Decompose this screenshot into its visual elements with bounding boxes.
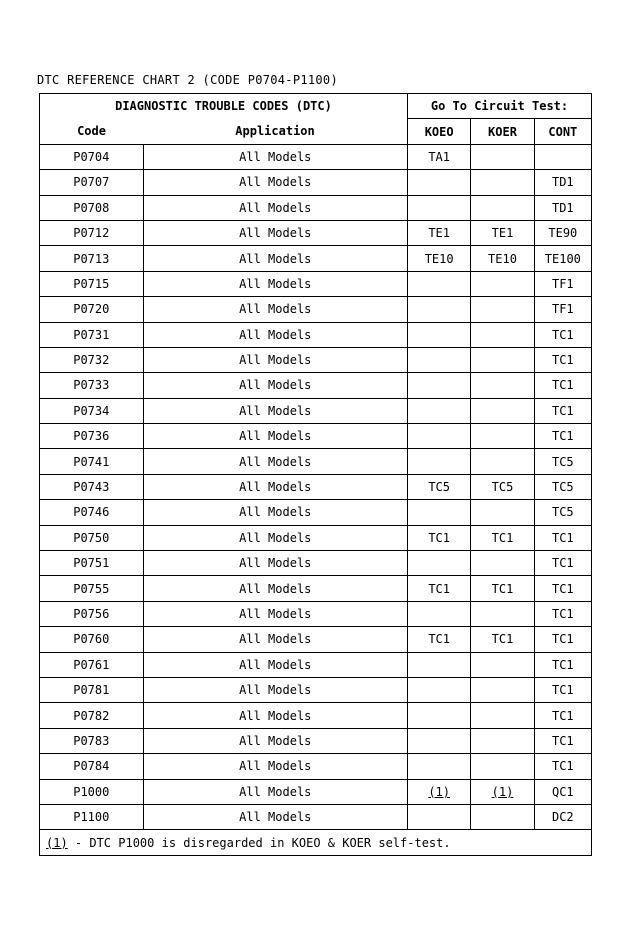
cell-koeo xyxy=(407,804,470,829)
cell-code: P0731 xyxy=(40,322,144,347)
cell-koeo xyxy=(407,652,470,677)
cell-cont: TC1 xyxy=(534,322,591,347)
cell-code: P0741 xyxy=(40,449,144,474)
cell-koeo xyxy=(407,703,470,728)
cell-code: P0750 xyxy=(40,525,144,550)
cell-code: P0708 xyxy=(40,195,144,220)
cell-koeo: TC1 xyxy=(407,525,470,550)
cell-koer xyxy=(471,373,534,398)
cell-cont: TC1 xyxy=(534,652,591,677)
cell-koeo: TA1 xyxy=(407,144,470,169)
cell-koer: TE10 xyxy=(471,246,534,271)
cell-koeo xyxy=(407,551,470,576)
cell-koer xyxy=(471,144,534,169)
table-row xyxy=(40,246,592,271)
cell-cont: TF1 xyxy=(534,271,591,296)
cell-application: All Models xyxy=(143,601,407,626)
cell-koeo xyxy=(407,195,470,220)
cell-application: All Models xyxy=(143,500,407,525)
cell-code: P0713 xyxy=(40,246,144,271)
cell-koeo xyxy=(407,754,470,779)
cell-code: P0755 xyxy=(40,576,144,601)
table-row xyxy=(40,449,592,474)
cell-cont: TF1 xyxy=(534,297,591,322)
cell-koeo xyxy=(407,728,470,753)
table-row xyxy=(40,652,592,677)
chart-title: DTC REFERENCE CHART 2 (CODE P0704-P1100) xyxy=(37,73,338,87)
footnote-text: - DTC P1000 is disregarded in KOEO & KOER self-test. xyxy=(67,835,451,850)
cell-koeo xyxy=(407,271,470,296)
cell-koeo xyxy=(407,170,470,195)
cell-koer xyxy=(471,424,534,449)
cell-cont: QC1 xyxy=(534,779,591,804)
cell-cont: TE100 xyxy=(534,246,591,271)
cell-koer xyxy=(471,297,534,322)
cell-koer xyxy=(471,449,534,474)
cell-application: All Models xyxy=(143,271,407,296)
cell-koeo xyxy=(407,297,470,322)
column-header-application: Application xyxy=(143,119,407,144)
footnote xyxy=(40,830,592,855)
group-header-circuit-test: Go To Circuit Test: xyxy=(407,94,591,119)
cell-koer xyxy=(471,551,534,576)
cell-cont: DC2 xyxy=(534,804,591,829)
cell-cont: TC5 xyxy=(534,500,591,525)
footnote-marker: (1) xyxy=(46,835,68,850)
cell-koer: TE1 xyxy=(471,220,534,245)
cell-koeo xyxy=(407,373,470,398)
cell-cont: TC1 xyxy=(534,424,591,449)
cell-koer xyxy=(471,170,534,195)
cell-code: P0707 xyxy=(40,170,144,195)
cell-application: All Models xyxy=(143,652,407,677)
cell-cont: TC1 xyxy=(534,677,591,702)
table-row xyxy=(40,195,592,220)
table-row xyxy=(40,144,592,169)
cell-cont: TE90 xyxy=(534,220,591,245)
table-row xyxy=(40,398,592,423)
table-body xyxy=(40,144,592,830)
cell-koeo xyxy=(407,322,470,347)
table-row xyxy=(40,271,592,296)
cell-application: All Models xyxy=(143,728,407,753)
cell-cont: TC1 xyxy=(534,728,591,753)
table-row xyxy=(40,551,592,576)
cell-cont: TC1 xyxy=(534,627,591,652)
cell-cont: TC1 xyxy=(534,576,591,601)
cell-code: P0751 xyxy=(40,551,144,576)
cell-koer xyxy=(471,652,534,677)
cell-code: P0720 xyxy=(40,297,144,322)
cell-code: P0756 xyxy=(40,601,144,626)
cell-koer: (1) xyxy=(471,779,534,804)
column-header-cont: CONT xyxy=(534,119,591,144)
cell-application: All Models xyxy=(143,677,407,702)
cell-application: All Models xyxy=(143,627,407,652)
cell-koer xyxy=(471,804,534,829)
cell-koer xyxy=(471,703,534,728)
cell-application: All Models xyxy=(143,703,407,728)
cell-code: P0781 xyxy=(40,677,144,702)
cell-koer xyxy=(471,322,534,347)
cell-code: P0782 xyxy=(40,703,144,728)
cell-koer: TC1 xyxy=(471,627,534,652)
cell-code: P1000 xyxy=(40,779,144,804)
cell-koeo xyxy=(407,500,470,525)
cell-koeo xyxy=(407,398,470,423)
cell-koeo xyxy=(407,449,470,474)
table-row xyxy=(40,500,592,525)
cell-koer xyxy=(471,398,534,423)
cell-code: P0732 xyxy=(40,347,144,372)
column-header-row xyxy=(40,119,592,144)
footnote-row xyxy=(40,830,592,855)
table-row xyxy=(40,677,592,702)
table-row xyxy=(40,525,592,550)
cell-cont: TC1 xyxy=(534,551,591,576)
cell-koer xyxy=(471,677,534,702)
cell-application: All Models xyxy=(143,246,407,271)
table-row xyxy=(40,220,592,245)
cell-cont: TC1 xyxy=(534,398,591,423)
cell-koeo: TC1 xyxy=(407,576,470,601)
cell-application: All Models xyxy=(143,398,407,423)
column-header-code: Code xyxy=(40,119,144,144)
cell-code: P0736 xyxy=(40,424,144,449)
cell-application: All Models xyxy=(143,170,407,195)
table-row xyxy=(40,804,592,829)
cell-koeo xyxy=(407,347,470,372)
cell-code: P0733 xyxy=(40,373,144,398)
cell-cont: TC1 xyxy=(534,347,591,372)
cell-cont: TC5 xyxy=(534,449,591,474)
cell-code: P0712 xyxy=(40,220,144,245)
cell-koer xyxy=(471,271,534,296)
cell-code: P0761 xyxy=(40,652,144,677)
cell-koer xyxy=(471,754,534,779)
cell-cont: TD1 xyxy=(534,195,591,220)
cell-application: All Models xyxy=(143,754,407,779)
cell-cont: TC1 xyxy=(534,525,591,550)
cell-code: P0734 xyxy=(40,398,144,423)
cell-cont: TC1 xyxy=(534,373,591,398)
cell-koer xyxy=(471,500,534,525)
cell-application: All Models xyxy=(143,449,407,474)
cell-koer: TC1 xyxy=(471,576,534,601)
cell-cont: TC1 xyxy=(534,754,591,779)
cell-code: P0715 xyxy=(40,271,144,296)
cell-koer xyxy=(471,347,534,372)
table-row xyxy=(40,576,592,601)
cell-application: All Models xyxy=(143,144,407,169)
table-row xyxy=(40,703,592,728)
table-row xyxy=(40,424,592,449)
table-row xyxy=(40,322,592,347)
cell-code: P1100 xyxy=(40,804,144,829)
table-row xyxy=(40,728,592,753)
cell-application: All Models xyxy=(143,474,407,499)
cell-application: All Models xyxy=(143,424,407,449)
table-row xyxy=(40,601,592,626)
cell-code: P0760 xyxy=(40,627,144,652)
dtc-reference-table xyxy=(39,93,592,856)
cell-koer xyxy=(471,195,534,220)
table-row xyxy=(40,170,592,195)
cell-cont: TD1 xyxy=(534,170,591,195)
group-header-row xyxy=(40,94,592,119)
table-row xyxy=(40,627,592,652)
cell-koeo xyxy=(407,677,470,702)
cell-koeo: TC1 xyxy=(407,627,470,652)
cell-cont: TC5 xyxy=(534,474,591,499)
cell-code: P0704 xyxy=(40,144,144,169)
cell-application: All Models xyxy=(143,373,407,398)
cell-cont: TC1 xyxy=(534,703,591,728)
cell-application: All Models xyxy=(143,195,407,220)
table-row xyxy=(40,373,592,398)
cell-application: All Models xyxy=(143,220,407,245)
cell-application: All Models xyxy=(143,576,407,601)
cell-koer: TC1 xyxy=(471,525,534,550)
cell-cont xyxy=(534,144,591,169)
cell-application: All Models xyxy=(143,322,407,347)
group-header-dtc: DIAGNOSTIC TROUBLE CODES (DTC) xyxy=(40,94,408,119)
table-row xyxy=(40,779,592,804)
column-header-koer: KOER xyxy=(471,119,534,144)
cell-koeo: TE1 xyxy=(407,220,470,245)
cell-koeo xyxy=(407,424,470,449)
cell-application: All Models xyxy=(143,804,407,829)
table-row xyxy=(40,297,592,322)
cell-code: P0784 xyxy=(40,754,144,779)
column-header-koeo: KOEO xyxy=(407,119,470,144)
cell-koer xyxy=(471,728,534,753)
cell-koer xyxy=(471,601,534,626)
cell-koeo: TC5 xyxy=(407,474,470,499)
cell-application: All Models xyxy=(143,779,407,804)
cell-koeo: (1) xyxy=(407,779,470,804)
table-row xyxy=(40,754,592,779)
table-row xyxy=(40,474,592,499)
table-row xyxy=(40,347,592,372)
cell-application: All Models xyxy=(143,297,407,322)
cell-code: P0783 xyxy=(40,728,144,753)
cell-cont: TC1 xyxy=(534,601,591,626)
cell-application: All Models xyxy=(143,525,407,550)
cell-application: All Models xyxy=(143,551,407,576)
cell-code: P0743 xyxy=(40,474,144,499)
cell-koeo: TE10 xyxy=(407,246,470,271)
cell-koer: TC5 xyxy=(471,474,534,499)
cell-koeo xyxy=(407,601,470,626)
cell-code: P0746 xyxy=(40,500,144,525)
cell-application: All Models xyxy=(143,347,407,372)
